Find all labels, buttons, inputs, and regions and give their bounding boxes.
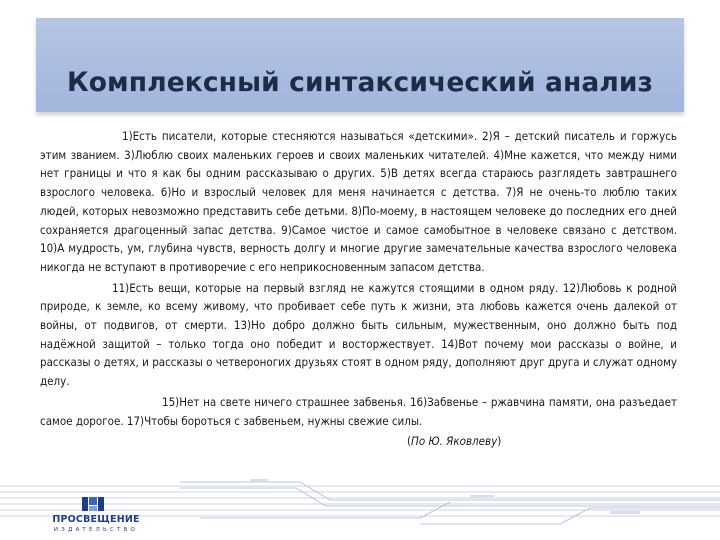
title-banner [36, 18, 684, 112]
logo-name: ПРОСВЕЩЕНИЕ [52, 514, 140, 525]
signature-open: ( [407, 434, 412, 449]
signature-close: ) [497, 434, 502, 449]
signature-author: По Ю. Яковлеву [411, 434, 498, 449]
paragraph-1: 1)Есть писатели, которые стесняются называться «детскими». 2)Я – детский писатель и горжусь этим званием. 3)Люблю своих маленьких героев и своих маленьких читателей. 4)Мне кажется, что между ними нет границы и что я как бы одним рассказываю о других. 5)В детях всегда стараюсь разглядеть завтрашнего взрослого человека. 6)Но и взрослый человек для меня начинается с детства. 7)Я не очень-то люблю таких людей, которых невозможно представить себе детьми. 8)По-моему, в настоящем человеке до последних его дней сохраняется драгоценный запас детства. 9)Самое чистое и самое самобытное в человеке связано с детством. 10)А мудрость, ум, глубина чувств, верность долгу и многие другие замечательные качества взрослого человека никогда не вступают в противоречие с его неприкосновенным запасом детства. [40, 129, 677, 274]
text-body [40, 127, 677, 451]
prosveshchenie-emblem-icon [80, 496, 106, 512]
page-title: Комплексный синтаксический анализ [66, 67, 654, 98]
publisher-logo [36, 496, 156, 536]
logo-subtitle: ИЗДАТЕЛЬСТВО [53, 527, 139, 533]
paragraph-2: 11)Есть вещи, которые на первый взгляд не кажутся стоящими в одном ряду. 12)Любовь к родной природе, к земле, ко всему живому, что пробивает себе путь к жизни, эта любовь кажется очень далекой от войны, от подвигов, от смерти. 13)Но добро должно быть сильным, мужественным, оно должно быть под надёжной защитой – только тогда оно победит и восторжествует. 14)Вот почему мои рассказы о войне, и рассказы о детях, и рассказы о четвероногих друзьях стоят в одном ряду, дополняют друг друга и служат одному делу. [40, 280, 677, 389]
paragraph-3: 15)Нет на свете ничего страшнее забвенья. 16)Забвенье – ржавчина памяти, она разъедает самое дорогое. 17)Чтобы бороться с забвеньем, нужны свежие силы. [40, 394, 677, 428]
author-attribution [40, 432, 677, 451]
